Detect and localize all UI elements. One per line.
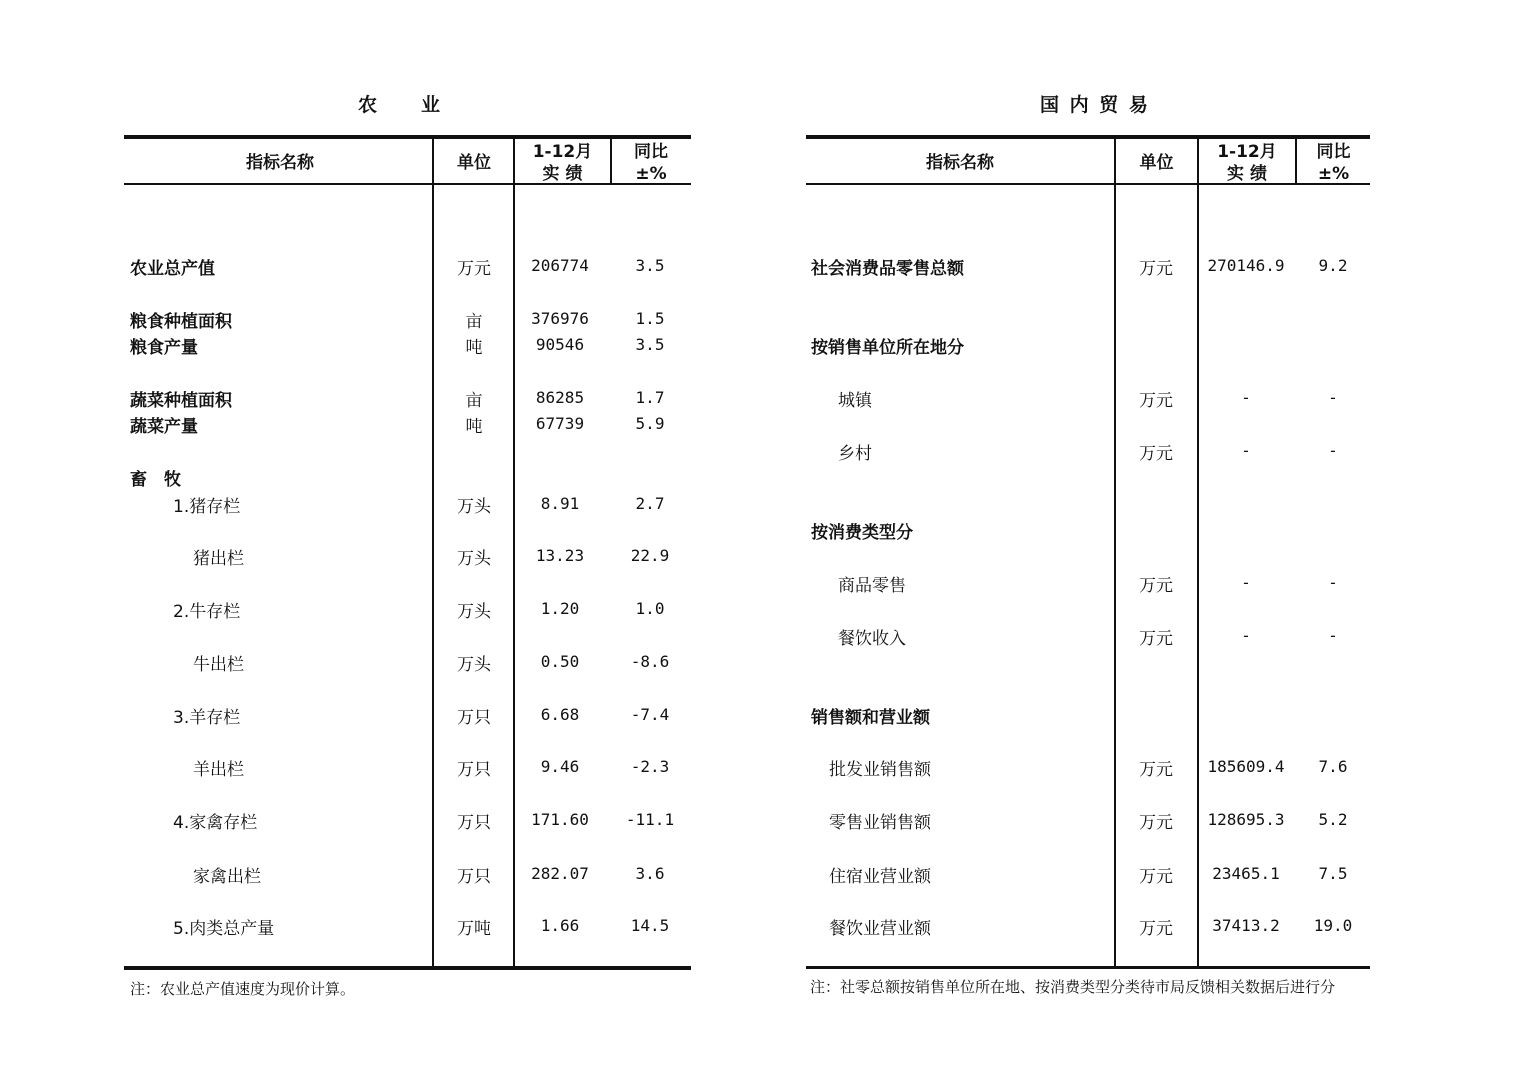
row-value: 23465.1 bbox=[1212, 864, 1280, 883]
row-yoy: 7.6 bbox=[1318, 757, 1348, 776]
row-yoy: 3.5 bbox=[635, 335, 665, 354]
row-yoy: 5.9 bbox=[635, 414, 665, 433]
row-yoy: - bbox=[1328, 388, 1338, 407]
row-unit: 万只 bbox=[457, 708, 491, 728]
row-unit: 万元 bbox=[1139, 760, 1173, 780]
row-name: 牛出栏 bbox=[193, 655, 244, 675]
row-yoy: 7.5 bbox=[1318, 864, 1348, 883]
row-name: 农业总产值 bbox=[130, 259, 215, 279]
row-name: 零售业销售额 bbox=[829, 813, 931, 833]
row-name: 蔬菜产量 bbox=[130, 417, 198, 437]
row-unit: 万头 bbox=[457, 655, 491, 675]
row-yoy: 9.2 bbox=[1318, 256, 1348, 275]
row-name: 猪出栏 bbox=[193, 549, 244, 569]
row-name: 按销售单位所在地分 bbox=[811, 338, 964, 358]
row-value: 9.46 bbox=[540, 757, 580, 776]
header-value-line2: 实 绩 bbox=[542, 164, 583, 184]
row-unit: 吨 bbox=[465, 417, 483, 437]
row-yoy: -7.4 bbox=[630, 705, 670, 724]
row-unit: 万只 bbox=[457, 867, 491, 887]
row-name: 批发业销售额 bbox=[829, 760, 931, 780]
row-value: 67739 bbox=[535, 414, 585, 433]
row-value: 6.68 bbox=[540, 705, 580, 724]
row-value: 0.50 bbox=[540, 652, 580, 671]
row-unit: 万头 bbox=[457, 497, 491, 517]
row-value: 37413.2 bbox=[1212, 916, 1280, 935]
row-value: 1.66 bbox=[540, 916, 580, 935]
row-value: 1.20 bbox=[540, 599, 580, 618]
header-value-line1: 1-12月 bbox=[1217, 142, 1277, 162]
row-name: 羊出栏 bbox=[193, 760, 244, 780]
row-value: - bbox=[1241, 388, 1251, 407]
row-name: 蔬菜种植面积 bbox=[130, 391, 232, 411]
row-value: 90546 bbox=[535, 335, 585, 354]
row-yoy: 2.7 bbox=[635, 494, 665, 513]
row-name: 餐饮业营业额 bbox=[829, 919, 931, 939]
row-value: 8.91 bbox=[540, 494, 580, 513]
header-name: 指标名称 bbox=[926, 153, 994, 173]
row-name: 销售额和营业额 bbox=[811, 708, 930, 728]
row-yoy: 22.9 bbox=[630, 546, 670, 565]
row-name: 家禽出栏 bbox=[193, 867, 261, 887]
row-name: 粮食产量 bbox=[130, 338, 198, 358]
row-yoy: 14.5 bbox=[630, 916, 670, 935]
row-unit: 万元 bbox=[1139, 867, 1173, 887]
row-name: 1.猪存栏 bbox=[173, 497, 241, 517]
row-unit: 亩 bbox=[465, 391, 483, 411]
row-yoy: - bbox=[1328, 573, 1338, 592]
row-name: 住宿业营业额 bbox=[829, 867, 931, 887]
top-rule bbox=[806, 135, 1370, 139]
row-name: 餐饮收入 bbox=[838, 629, 906, 649]
row-unit: 万头 bbox=[457, 602, 491, 622]
row-name: 4.家禽存栏 bbox=[173, 813, 258, 833]
row-unit: 万元 bbox=[457, 259, 491, 279]
row-value: 171.60 bbox=[531, 810, 589, 829]
row-yoy: 1.5 bbox=[635, 309, 665, 328]
row-value: - bbox=[1241, 441, 1251, 460]
row-value: 282.07 bbox=[531, 864, 589, 883]
header-yoy-line1: 同比 bbox=[1316, 142, 1351, 162]
header-name: 指标名称 bbox=[246, 153, 314, 173]
row-yoy: -11.1 bbox=[625, 810, 675, 829]
row-name: 商品零售 bbox=[838, 576, 906, 596]
row-yoy: 3.5 bbox=[635, 256, 665, 275]
row-name: 5.肉类总产量 bbox=[173, 919, 275, 939]
header-yoy-line1: 同比 bbox=[634, 142, 668, 162]
row-yoy: 1.7 bbox=[635, 388, 665, 407]
row-value: 206774 bbox=[531, 256, 589, 275]
header-value-line2: 实 绩 bbox=[1227, 164, 1267, 184]
row-value: 270146.9 bbox=[1207, 256, 1285, 275]
row-yoy: 1.0 bbox=[635, 599, 665, 618]
row-name: 社会消费品零售总额 bbox=[811, 259, 964, 279]
row-unit: 万头 bbox=[457, 549, 491, 569]
row-unit: 万元 bbox=[1139, 919, 1173, 939]
row-unit: 万元 bbox=[1139, 576, 1173, 596]
row-name: 2.牛存栏 bbox=[173, 602, 241, 622]
row-value: 13.23 bbox=[535, 546, 585, 565]
top-rule bbox=[124, 135, 691, 139]
row-yoy: - bbox=[1328, 441, 1338, 460]
row-yoy: -2.3 bbox=[630, 757, 670, 776]
agriculture-note: 注：农业总产值速度为现价计算。 bbox=[130, 980, 356, 998]
row-unit: 万元 bbox=[1139, 444, 1173, 464]
row-value: - bbox=[1241, 626, 1251, 645]
row-name: 乡村 bbox=[838, 444, 872, 464]
row-name: 按消费类型分 bbox=[811, 523, 913, 543]
row-unit: 万元 bbox=[1139, 629, 1173, 649]
row-unit: 亩 bbox=[465, 312, 483, 332]
row-unit: 万元 bbox=[1139, 391, 1173, 411]
trade-note: 注：社零总额按销售单位所在地、按消费类型分类待市局反馈相关数据后进行分 bbox=[810, 978, 1336, 996]
row-value: 128695.3 bbox=[1207, 810, 1285, 829]
row-unit: 万吨 bbox=[457, 919, 491, 939]
row-value: - bbox=[1241, 573, 1251, 592]
row-value: 376976 bbox=[531, 309, 589, 328]
row-unit: 万只 bbox=[457, 760, 491, 780]
row-yoy: 3.6 bbox=[635, 864, 665, 883]
header-unit: 单位 bbox=[1139, 153, 1174, 173]
row-yoy: -8.6 bbox=[630, 652, 670, 671]
agriculture-title: 农 业 bbox=[358, 94, 443, 116]
header-yoy-line2: ±% bbox=[635, 164, 667, 184]
row-yoy: - bbox=[1328, 626, 1338, 645]
row-yoy: 19.0 bbox=[1313, 916, 1353, 935]
row-name: 畜 牧 bbox=[130, 470, 181, 490]
bottom-rule bbox=[806, 966, 1370, 969]
row-unit: 万元 bbox=[1139, 813, 1173, 833]
row-unit: 吨 bbox=[465, 338, 483, 358]
header-yoy-line2: ±% bbox=[1317, 164, 1350, 184]
row-name: 粮食种植面积 bbox=[130, 312, 232, 332]
trade-title: 国 内 贸 易 bbox=[1040, 94, 1150, 116]
row-yoy: 5.2 bbox=[1318, 810, 1348, 829]
row-unit: 万元 bbox=[1139, 259, 1173, 279]
header-value-line1: 1-12月 bbox=[532, 142, 593, 162]
row-name: 3.羊存栏 bbox=[173, 708, 241, 728]
row-unit: 万只 bbox=[457, 813, 491, 833]
header-unit: 单位 bbox=[457, 153, 491, 173]
row-value: 185609.4 bbox=[1207, 757, 1285, 776]
row-value: 86285 bbox=[535, 388, 585, 407]
bottom-rule bbox=[124, 966, 691, 970]
row-name: 城镇 bbox=[838, 391, 872, 411]
